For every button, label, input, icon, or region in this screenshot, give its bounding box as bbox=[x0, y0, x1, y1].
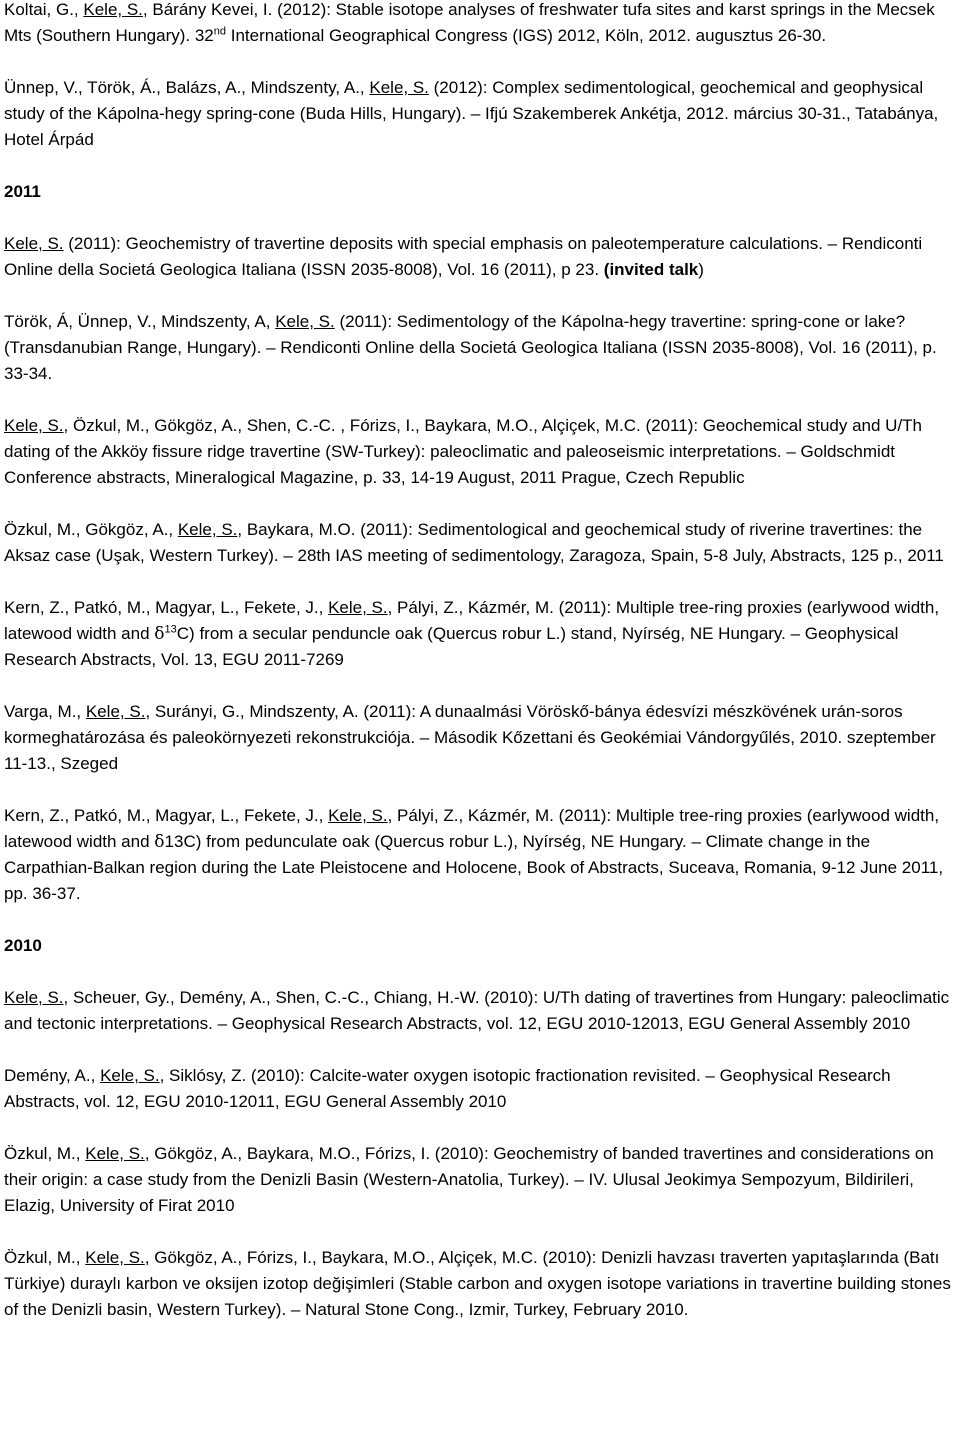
citation-segment: Ünnep, V., Török, Á., Balázs, A., Mindszenty, A., bbox=[4, 78, 370, 97]
citation-segment: (2011): Sedimentology of the Kápolna-hegy travertine: spring-cone or lake? (Transdanubian Range, Hungary). – Rendiconti Online della Societá Geologica Italiana (ISSN 2035-8008), Vol. 16 (2011), p. 33-34. bbox=[4, 312, 937, 383]
citation-text bbox=[4, 1063, 954, 1115]
superscript: 13 bbox=[164, 623, 177, 636]
author-highlight: Kele, S. bbox=[85, 1248, 145, 1267]
author-highlight: Kele, S. bbox=[275, 312, 335, 331]
citation-segment: , Pályi, Z., Kázmér, M. (2011): Multiple tree-ring proxies (earlywood width, latewood width and bbox=[4, 806, 940, 851]
publication-entry bbox=[4, 803, 954, 907]
citation-segment: (2012): Complex sedimentological, geochemical and geophysical study of the Kápolna-hegy spring-cone (Buda Hills, Hungary). – Ifjú Szakemberek Ankétja, 2012. március 30-31., Tatabánya, Hotel Árpád bbox=[4, 78, 939, 149]
citation-text bbox=[4, 0, 954, 49]
year-heading: 2011 bbox=[4, 182, 41, 201]
publication-entry bbox=[4, 1245, 954, 1323]
citation-segment: International Geographical Congress (IGS) 2012, Köln, 2012. augusztus 26-30. bbox=[226, 26, 827, 45]
author-highlight: Kele, S. bbox=[83, 0, 143, 19]
citation-segment: Kern, Z., Patkó, M., Magyar, L., Fekete, J., bbox=[4, 806, 329, 825]
publication-entry bbox=[4, 517, 954, 569]
citation-text bbox=[4, 231, 954, 283]
citation-segment: Török, Á, Ünnep, V., Mindszenty, A, bbox=[4, 312, 276, 331]
superscript: nd bbox=[213, 25, 227, 38]
publication-entry bbox=[4, 1063, 954, 1115]
citation-text bbox=[4, 1245, 954, 1323]
publication-entry bbox=[4, 413, 954, 491]
citation-segment: Özkul, M., Gökgöz, A., bbox=[4, 520, 178, 539]
author-highlight: Kele, S. bbox=[328, 806, 388, 825]
citation-segment: , Özkul, M., Gökgöz, A., Shen, C.-C. , Fórizs, I., Baykara, M.O., Alçiçek, M.C. (2011): Geochemical study and U/Th dating of the Akköy fissure ridge travertine (SW-Turkey): paleoclimatic and paleoseismic interpretations. – Goldschmidt Conference abstracts, Mineralogical Magazine, p. 33, 14-19 August, 2011 Prague, Czech Republic bbox=[4, 416, 923, 487]
citation-text bbox=[4, 699, 954, 777]
citation-segment: Koltai, G., bbox=[4, 0, 84, 19]
citation-segment: (2011): Geochemistry of travertine deposits with special emphasis on paleotemperature calculations. – Rendiconti Online della Societá Geologica Italiana (ISSN 2035-8008), Vol. 16 (2011), p 23. bbox=[4, 234, 923, 279]
author-highlight: Kele, S. bbox=[328, 598, 388, 617]
citation-segment: Varga, M., bbox=[4, 702, 86, 721]
citation-segment: 13C) from pedunculate oak (Quercus robur L.), Nyírség, NE Hungary. – Climate change in the Carpathian-Balkan region during the Late Pleistocene and Holocene, Book of Abstracts, Suceava, Romania, 9-12 June 2011, pp. 36-37. bbox=[4, 832, 944, 903]
citation-text bbox=[4, 413, 954, 491]
citation-text bbox=[4, 595, 954, 673]
citation-segment: Demény, A., bbox=[4, 1066, 101, 1085]
citation-segment: , Gökgöz, A., Baykara, M.O., Fórizs, I. (2010): Geochemistry of banded travertines and considerations on their origin: a case study from the Denizli Basin (Western-Anatolia, Turkey). – IV. Ulusal Jeokimya Sempozyum, Bildirileri, Elazig, University of Firat 2010 bbox=[4, 1144, 934, 1215]
author-highlight: Kele, S. bbox=[4, 988, 64, 1007]
author-highlight: Kele, S. bbox=[4, 416, 64, 435]
year-heading: 2010 bbox=[4, 936, 42, 955]
publication-entry bbox=[4, 1141, 954, 1219]
publication-entry bbox=[4, 985, 954, 1037]
publication-entry bbox=[4, 699, 954, 777]
bold-note: (invited talk bbox=[603, 260, 699, 279]
citation-segment: Özkul, M., bbox=[4, 1144, 86, 1163]
citation-segment: , Bárány Kevei, I. (2012): Stable isotope analyses of freshwater tufa sites and karst springs in the Mecsek Mts (Southern Hungary). 32 bbox=[4, 0, 935, 45]
publication-entry bbox=[4, 231, 954, 283]
citation-text bbox=[4, 75, 954, 153]
author-highlight: Kele, S. bbox=[177, 520, 238, 539]
citation-text bbox=[4, 985, 954, 1037]
citation-text bbox=[4, 803, 954, 907]
publication-entry bbox=[4, 0, 954, 49]
author-highlight: Kele, S. bbox=[85, 1144, 145, 1163]
citation-text bbox=[4, 517, 954, 569]
citation-segment: δ bbox=[154, 624, 165, 644]
author-highlight: Kele, S. bbox=[100, 1066, 160, 1085]
citation-segment: C) from a secular penduncle oak (Quercus robur L.) stand, Nyírség, NE Hungary. – Geophysical Research Abstracts, Vol. 13, EGU 2011-7269 bbox=[4, 624, 899, 669]
publication-list bbox=[4, 0, 954, 1349]
citation-segment: ) bbox=[698, 260, 704, 279]
citation-text bbox=[4, 309, 954, 387]
publication-entry bbox=[4, 75, 954, 153]
citation-segment: , Gökgöz, A., Fórizs, I., Baykara, M.O., Alçiçek, M.C. (2010): Denizli havzası traverten yapıtaşlarında (Batı Türkiye) duraylı karbon ve oksijen izotop değişimleri (Stable carbon and oxygen isotope variations in travertine building stones of the Denizli basin, Western Turkey). – Natural Stone Cong., Izmir, Turkey, February 2010. bbox=[4, 1248, 951, 1319]
citation-segment: , Siklósy, Z. (2010): Calcite-water oxygen isotopic fractionation revisited. – Geophysical Research Abstracts, vol. 12, EGU 2010-12011, EGU General Assembly 2010 bbox=[4, 1066, 891, 1111]
publication-entry bbox=[4, 595, 954, 673]
author-highlight: Kele, S. bbox=[369, 78, 429, 97]
citation-segment: Kern, Z., Patkó, M., Magyar, L., Fekete, J., bbox=[4, 598, 329, 617]
citation-segment: Özkul, M., bbox=[4, 1248, 86, 1267]
citation-segment: , Scheuer, Gy., Demény, A., Shen, C.-C., Chiang, H.-W. (2010): U/Th dating of travertines from Hungary: paleoclimatic and tectonic interpretations. – Geophysical Research Abstracts, vol. 12, EGU 2010-12013, EGU General Assembly 2010 bbox=[4, 988, 950, 1033]
citation-segment: , Baykara, M.O. (2011): Sedimentological and geochemical study of riverine travertines: the Aksaz case (Uşak, Western Turkey). – 28th IAS meeting of sedimentology, Zaragoza, Spain, 5-8 July, Abstracts, 125 p., 2011 bbox=[4, 520, 944, 565]
citation-segment: , Surányi, G., Mindszenty, A. (2011): A dunaalmási Vöröskő-bánya édesvízi mészkövének urán-soros kormeghatározása és paleokörnyezeti rekonstrukciója. – Második Kőzettani és Geokémiai Vándorgyűlés, 2010. szeptember 11-13., Szeged bbox=[4, 702, 936, 773]
citation-text bbox=[4, 1141, 954, 1219]
author-highlight: Kele, S. bbox=[85, 702, 146, 721]
publication-entry bbox=[4, 309, 954, 387]
author-highlight: Kele, S. bbox=[4, 234, 64, 253]
citation-segment: , Pályi, Z., Kázmér, M. (2011): Multiple tree-ring proxies (earlywood width, latewood width and bbox=[4, 598, 940, 643]
citation-segment: δ bbox=[154, 832, 165, 852]
